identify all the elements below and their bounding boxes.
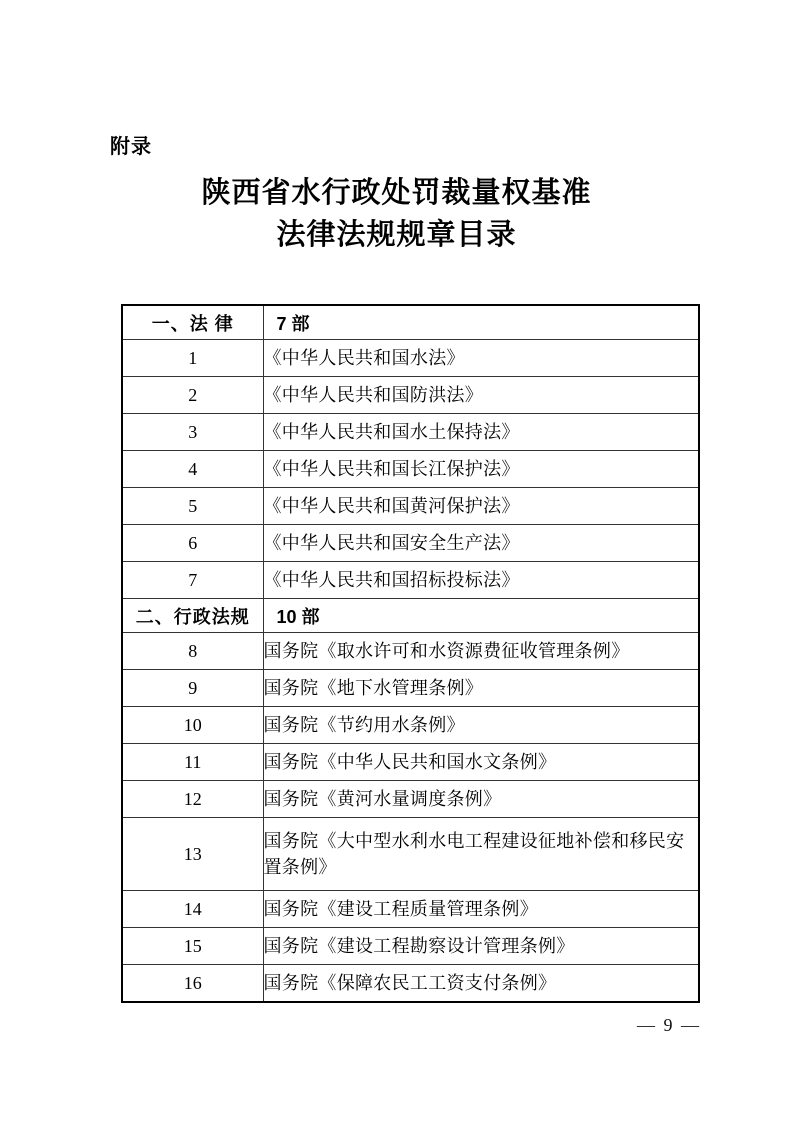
appendix-label: 附录 [110,136,152,158]
table-row [122,340,699,377]
row-number-cell: 4 [122,451,263,488]
table-row [122,414,699,451]
row-number-cell: 9 [122,670,263,707]
table-row [122,377,699,414]
row-number-cell: 5 [122,488,263,525]
row-number-cell: 1 [122,340,263,377]
law-title-cell: 《中华人民共和国长江保护法》 [263,451,699,488]
table-row [122,488,699,525]
row-number-cell: 12 [122,781,263,818]
table-row [122,965,699,1003]
section-header-row-regulations [122,599,699,633]
page-title [0,172,793,256]
row-number-cell: 13 [122,818,263,891]
law-title-cell: 国务院《中华人民共和国水文条例》 [263,744,699,781]
law-title-cell: 国务院《大中型水利水电工程建设征地补偿和移民安置条例》 [263,818,699,891]
table-row [122,562,699,599]
law-title-cell: 《中华人民共和国安全生产法》 [263,525,699,562]
table-row [122,451,699,488]
law-title-cell: 《中华人民共和国防洪法》 [263,377,699,414]
law-title-cell: 《中华人民共和国水土保持法》 [263,414,699,451]
row-number-cell: 14 [122,891,263,928]
section-header-row-laws [122,305,699,340]
table-row [122,525,699,562]
page-number: — 9 — [637,1015,701,1035]
law-title-cell: 国务院《保障农民工工资支付条例》 [263,965,699,1003]
table-row [122,891,699,928]
section-count-cell: 7 部 [263,305,699,340]
law-title-cell: 国务院《建设工程勘察设计管理条例》 [263,928,699,965]
row-number-cell: 6 [122,525,263,562]
law-title-cell: 国务院《取水许可和水资源费征收管理条例》 [263,633,699,670]
row-number-cell: 10 [122,707,263,744]
law-regulation-table [121,304,700,1003]
section-label-cell: 一、法 律 [122,305,263,340]
row-number-cell: 3 [122,414,263,451]
law-title-cell: 国务院《地下水管理条例》 [263,670,699,707]
page-title-line1: 陕西省水行政处罚裁量权基准 [201,177,592,209]
row-number-cell: 7 [122,562,263,599]
law-title-cell: 《中华人民共和国招标投标法》 [263,562,699,599]
table-row [122,707,699,744]
table-row [122,633,699,670]
row-number-cell: 11 [122,744,263,781]
law-title-cell: 《中华人民共和国黄河保护法》 [263,488,699,525]
table-row [122,818,699,891]
row-number-cell: 16 [122,965,263,1003]
table-row [122,781,699,818]
table-row [122,928,699,965]
law-title-cell: 国务院《节约用水条例》 [263,707,699,744]
row-number-cell: 2 [122,377,263,414]
row-number-cell: 8 [122,633,263,670]
law-title-cell: 《中华人民共和国水法》 [263,340,699,377]
law-title-cell: 国务院《黄河水量调度条例》 [263,781,699,818]
section-label-cell: 二、行政法规 [122,599,263,633]
page-title-line2: 法律法规规章目录 [276,219,517,251]
law-title-cell: 国务院《建设工程质量管理条例》 [263,891,699,928]
row-number-cell: 15 [122,928,263,965]
section-count-cell: 10 部 [263,599,699,633]
table-row [122,744,699,781]
table-row [122,670,699,707]
